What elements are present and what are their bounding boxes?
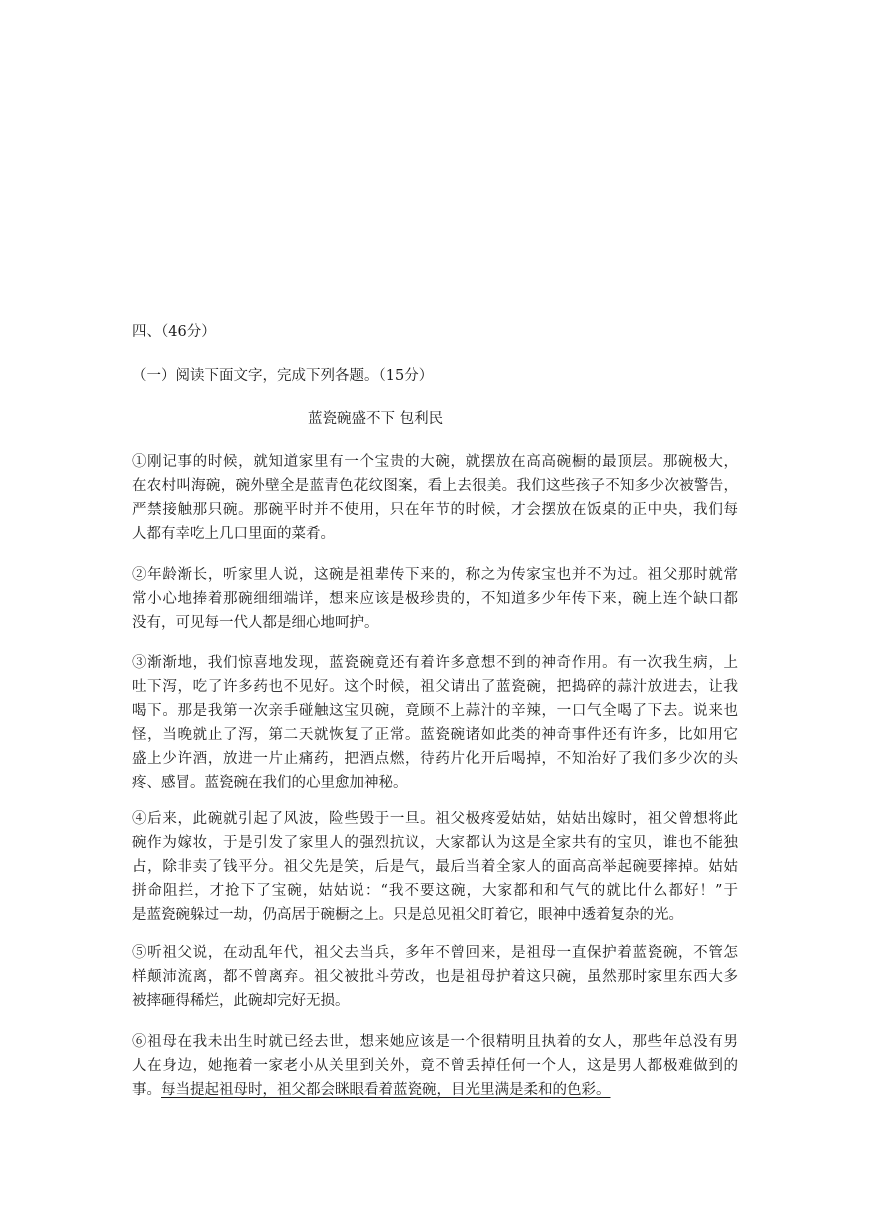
paragraph-4: [132, 807, 738, 927]
paragraph-line: 疼、感冒。蓝瓷碗在我们的心里愈加神秘。: [132, 775, 408, 791]
paragraph-line: 是蓝瓷碗躲过一劫，仍高居于碗橱之上。只是总见祖父盯着它，眼神中透着复杂的光。: [132, 907, 683, 923]
paragraph-3: [132, 651, 738, 795]
paragraph-line: 被摔砸得稀烂，此碗却完好无损。: [132, 993, 350, 1009]
paragraph-last-line: [132, 1078, 738, 1102]
paragraph-line: ⑤听祖父说，在动乱年代，祖父去当兵，多年不曾回来，是祖母一直保护着蓝瓷碗，不管怎: [132, 945, 738, 961]
paragraph-line: ①刚记事的时候，就知道家里有一个宝贵的大碗，就摆放在高高碗橱的最顶层。那碗极大，: [132, 454, 738, 470]
paragraph-line: 常小心地捧着那碗细细端详，想来应该是极珍贵的，不知道多少年传下来，碗上连个缺口都: [132, 591, 738, 607]
paragraph-6: [132, 1030, 738, 1102]
paragraph-line: ⑥祖母在我未出生时就已经去世，想来她应该是一个很精明且执着的女人，那些年总没有男: [132, 1034, 738, 1050]
paragraph-line: 盛上少许酒，放进一片止痛药，把酒点燃，待药片化开后喝掉，不知治好了我们多少次的头: [132, 751, 738, 767]
paragraph-line: ④后来，此碗就引起了风波，险些毁于一旦。祖父极疼爱姑姑，姑姑出嫁时，祖父曾想将此: [132, 811, 738, 827]
paragraph-line: 占，除非卖了钱平分。祖父先是笑，后是气，最后当着全家人的面高高举起碗要摔掉。姑姑: [132, 859, 738, 875]
reading-instruction: （一）阅读下面文字，完成下列各题。（15分）: [132, 368, 434, 384]
article-title: 蓝瓷碗盛不下 包利民: [308, 411, 444, 427]
paragraph-line: 怪，当晚就止了泻，第二天就恢复了正常。蓝瓷碗诸如此类的神奇事件还有许多，比如用它: [132, 727, 738, 743]
paragraph-line: 碗作为嫁妆，于是引发了家里人的强烈抗议，大家都认为这是全家共有的宝贝，谁也不能独: [132, 835, 738, 851]
underlined-sentence: 每当提起祖母时，祖父都会眯眼看着蓝瓷碗，目光里满是柔和的色彩。: [161, 1082, 611, 1098]
paragraph-line: 在农村叫海碗，碗外壁全是蓝青色花纹图案，看上去很美。我们这些孩子不知多少次被警告，: [132, 478, 738, 494]
paragraph-5: [132, 941, 738, 1013]
paragraph-2: [132, 563, 738, 635]
paragraph-line: 没有，可见每一代人都是细心地呵护。: [132, 615, 379, 631]
section-heading: 四、（46分）: [132, 324, 216, 340]
paragraph-1: [132, 450, 738, 546]
paragraph-line: 严禁接触那只碗。那碗平时并不使用，只在年节的时候，才会摆放在饭桌的正中央，我们每: [132, 502, 738, 518]
paragraph-line: 拼命阻拦，才抢下了宝碗，姑姑说：“我不要这碗，大家都和和气气的就比什么都好！”于: [132, 883, 738, 899]
paragraph-line: 样颠沛流离，都不曾离弃。祖父被批斗劳改，也是祖母护着这只碗，虽然那时家里东西大多: [132, 969, 738, 985]
paragraph-line: 喝下。那是我第一次亲手碰触这宝贝碗，竟顾不上蒜汁的辛辣，一口气全喝了下去。说来也: [132, 703, 738, 719]
paragraph-text: 事。: [132, 1082, 161, 1098]
paragraph-line: ②年龄渐长，听家里人说，这碗是祖辈传下来的，称之为传家宝也并不为过。祖父那时就常: [132, 567, 738, 583]
paragraph-line: 人都有幸吃上几口里面的菜肴。: [132, 526, 335, 542]
paragraph-line: 吐下泻，吃了许多药也不见好。这个时候，祖父请出了蓝瓷碗，把捣碎的蒜汁放进去，让我: [132, 679, 738, 695]
paragraph-line: 人在身边，她拖着一家老小从关里到关外，竟不曾丢掉任何一个人，这是男人都极难做到的: [132, 1058, 738, 1074]
paragraph-line: ③渐渐地，我们惊喜地发现，蓝瓷碗竟还有着许多意想不到的神奇作用。有一次我生病，上: [132, 655, 738, 671]
